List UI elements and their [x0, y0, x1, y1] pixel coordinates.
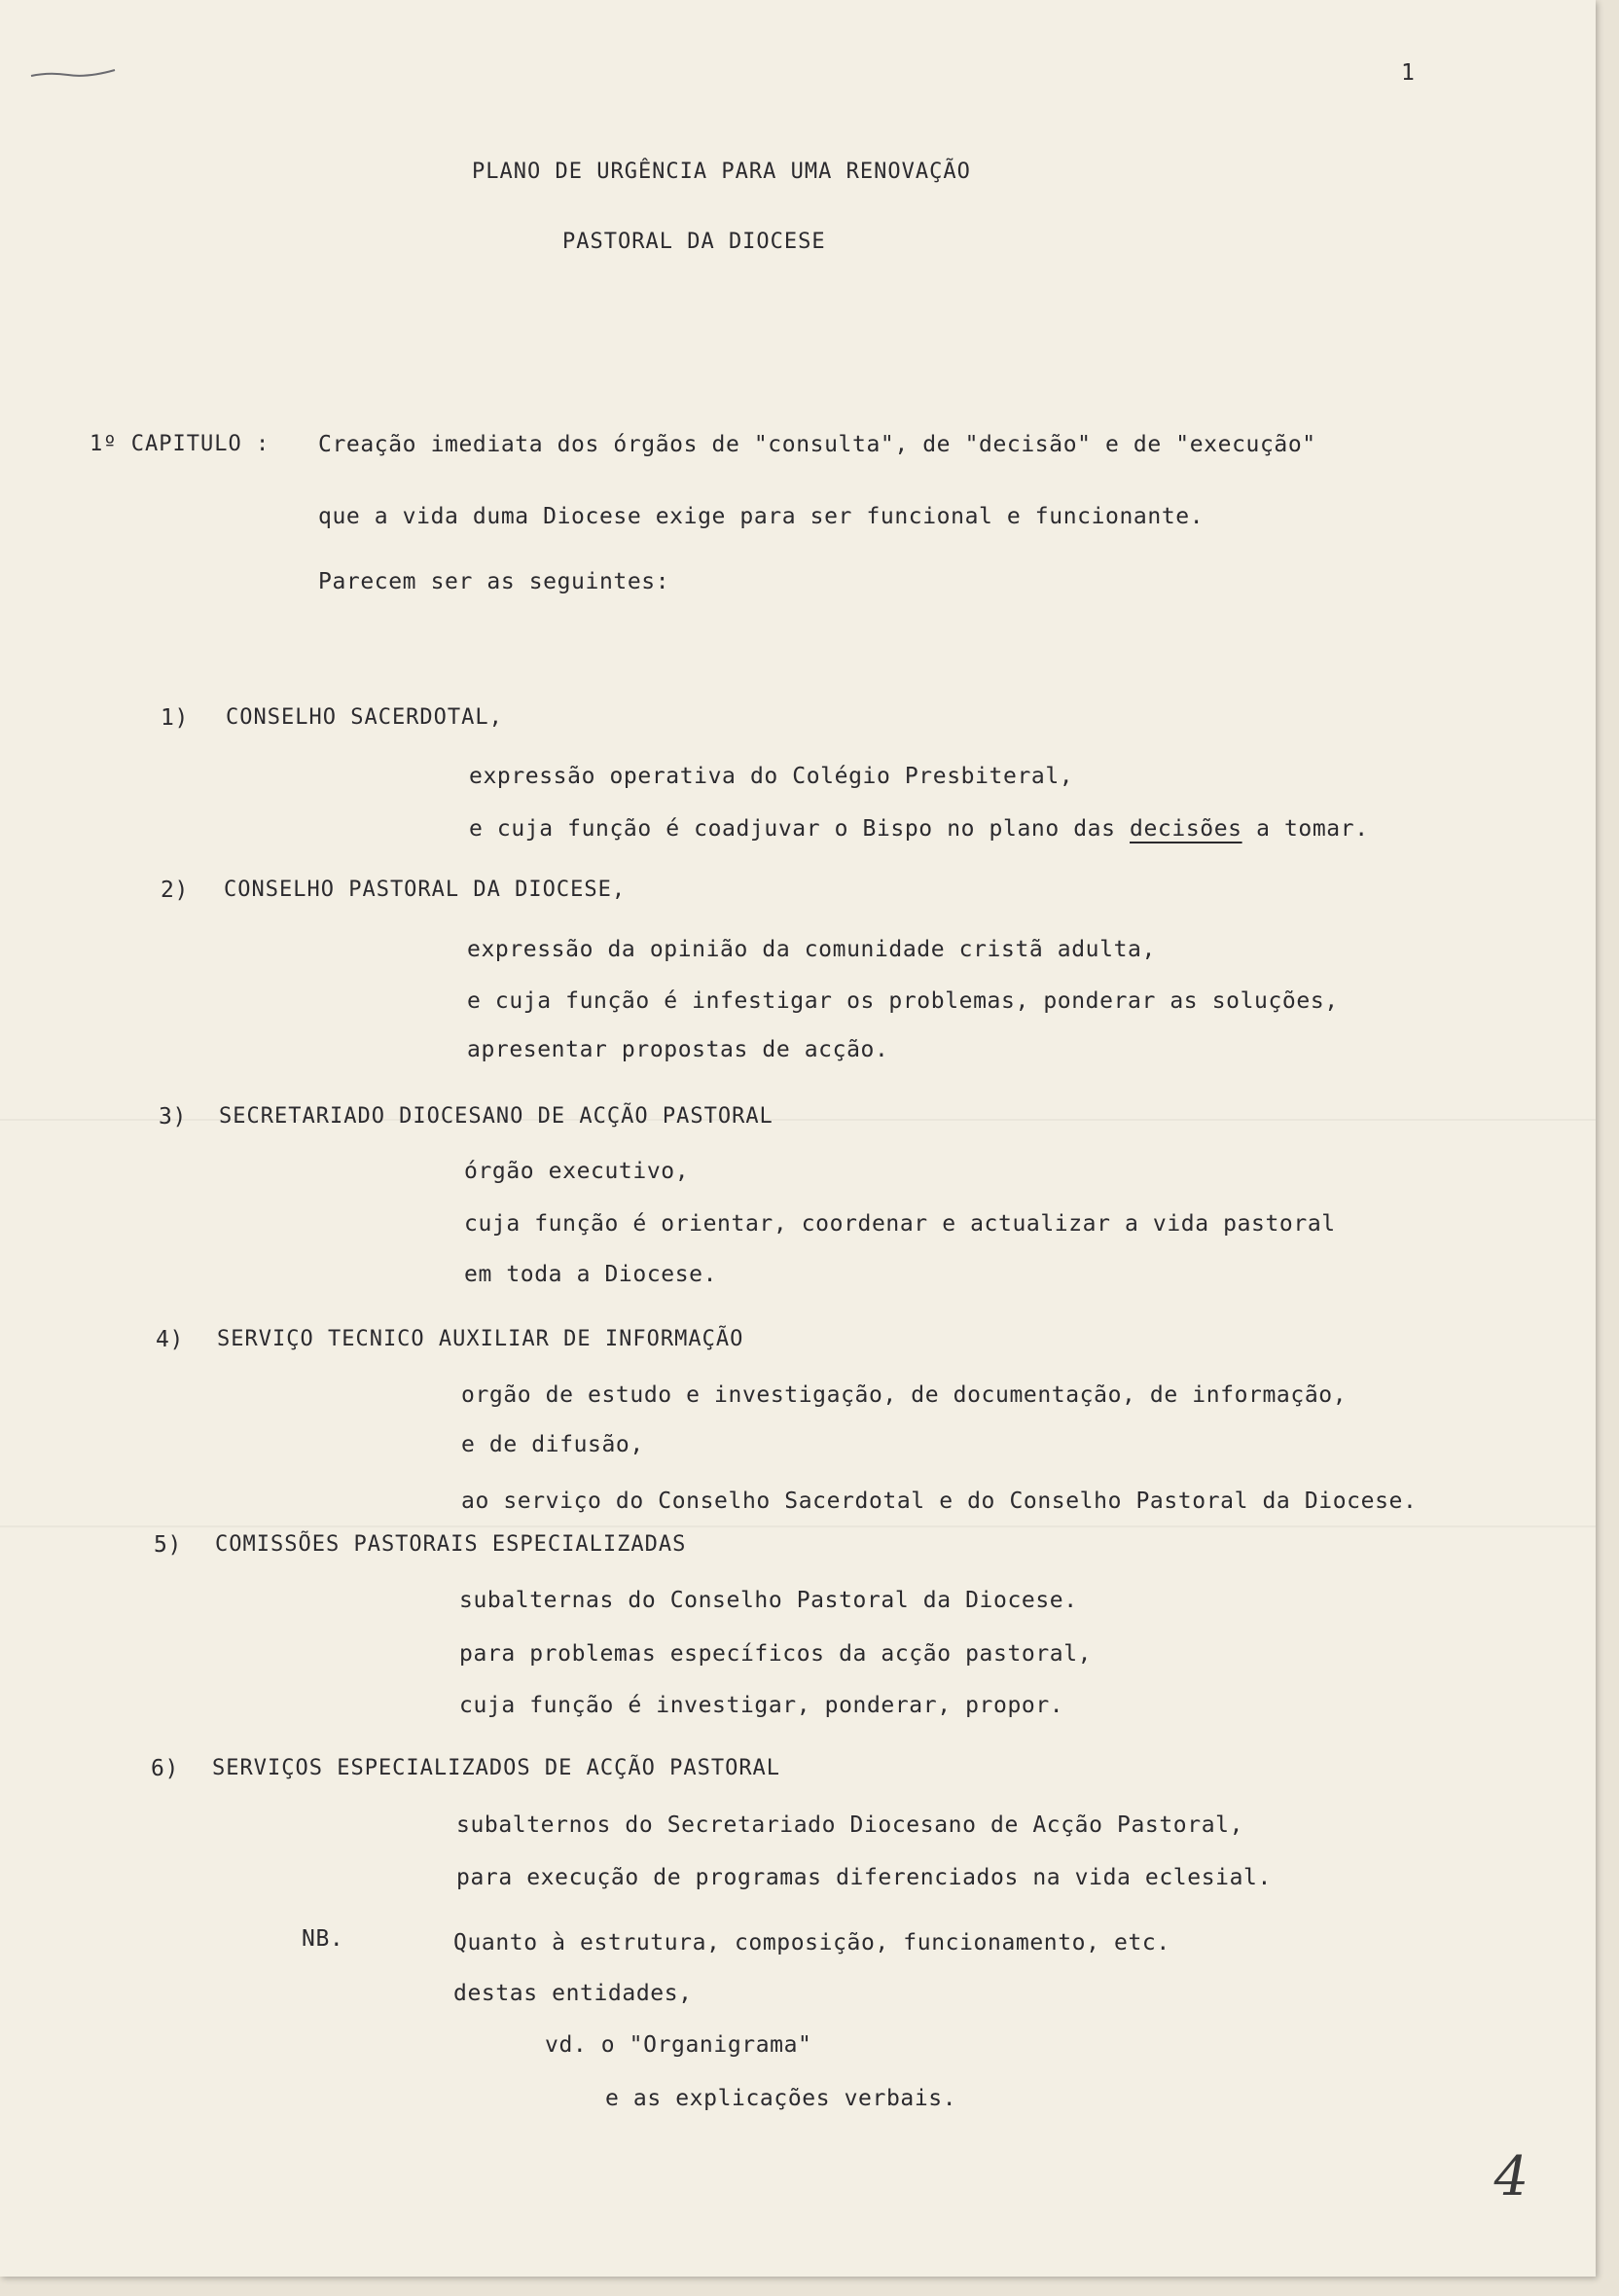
note-line-1: Quanto à estrutura, composição, funcionamento, etc.: [453, 1930, 1170, 1955]
note-line-4: e as explicações verbais.: [605, 2086, 957, 2111]
item-line: cuja função é investigar, ponderar, propor.: [459, 1693, 1064, 1718]
item-line: subalternas do Conselho Pastoral da Diocese.: [459, 1588, 1078, 1613]
item-line: e cuja função é infestigar os problemas, ponderar as soluções,: [467, 988, 1339, 1014]
item-line: ao serviço do Conselho Sacerdotal e do Conselho Pastoral da Diocese.: [461, 1489, 1418, 1514]
item-number: 6): [151, 1756, 179, 1781]
item-number: 5): [154, 1532, 182, 1558]
item-line: cuja função é orientar, coordenar e actualizar a vida pastoral: [464, 1211, 1336, 1237]
title-line-2: PASTORAL DA DIOCESE: [562, 230, 826, 254]
note-label: NB.: [302, 1926, 344, 1952]
note-line-3: vd. o "Organigrama": [545, 2032, 812, 2058]
item-number: 3): [159, 1104, 187, 1130]
note-line-2: destas entidades,: [453, 1981, 693, 2006]
page-number: 1: [1401, 60, 1416, 86]
item-line: para execução de programas diferenciados na vida eclesial.: [456, 1865, 1272, 1890]
item-line: para problemas específicos da acção pastoral,: [459, 1641, 1093, 1667]
item-number: 2): [161, 878, 189, 903]
item-line: expressão operativa do Colégio Presbiteral,: [469, 764, 1074, 789]
item-number: 4): [156, 1327, 184, 1352]
decision-before: e cuja função é coadjuvar o Bispo no plano das: [469, 816, 1116, 842]
item-title: CONSELHO PASTORAL DA DIOCESE,: [224, 878, 627, 902]
item-decision-line: [469, 816, 1369, 842]
item-title: COMISSÕES PASTORAIS ESPECIALIZADAS: [215, 1532, 687, 1557]
item-line: órgão executivo,: [464, 1159, 690, 1184]
chapter-line-1: Creação imediata dos órgãos de "consulta", de "decisão" e de "execução": [318, 432, 1316, 457]
item-title: SERVIÇOS ESPECIALIZADOS DE ACÇÃO PASTORAL: [212, 1756, 781, 1780]
title-line-1: PLANO DE URGÊNCIA PARA UMA RENOVAÇÃO: [472, 160, 971, 184]
item-line: apresentar propostas de acção.: [467, 1037, 889, 1062]
item-line: e de difusão,: [461, 1432, 644, 1457]
chapter-line-2: que a vida duma Diocese exige para ser funcional e funcionante.: [318, 504, 1205, 529]
item-title: CONSELHO SACERDOTAL,: [226, 705, 503, 730]
item-line: expressão da opinião da comunidade cristã adulta,: [467, 937, 1156, 962]
item-title: SECRETARIADO DIOCESANO DE ACÇÃO PASTORAL: [219, 1104, 774, 1129]
fold-line: [0, 1525, 1596, 1527]
ink-mark: [29, 68, 117, 80]
decision-after: a tomar.: [1256, 816, 1369, 842]
item-title: SERVIÇO TECNICO AUXILIAR DE INFORMAÇÃO: [217, 1327, 744, 1351]
handwritten-page-number: 4: [1488, 2145, 1534, 2208]
decision-underlined: decisões: [1130, 816, 1242, 842]
chapter-label: 1º CAPITULO :: [90, 432, 270, 456]
item-line: orgão de estudo e investigação, de documentação, de informação,: [461, 1382, 1348, 1408]
chapter-line-3: Parecem ser as seguintes:: [318, 569, 670, 594]
item-line: em toda a Diocese.: [464, 1262, 718, 1287]
item-line: subalternos do Secretariado Diocesano de Acção Pastoral,: [456, 1812, 1244, 1838]
item-number: 1): [161, 705, 189, 731]
